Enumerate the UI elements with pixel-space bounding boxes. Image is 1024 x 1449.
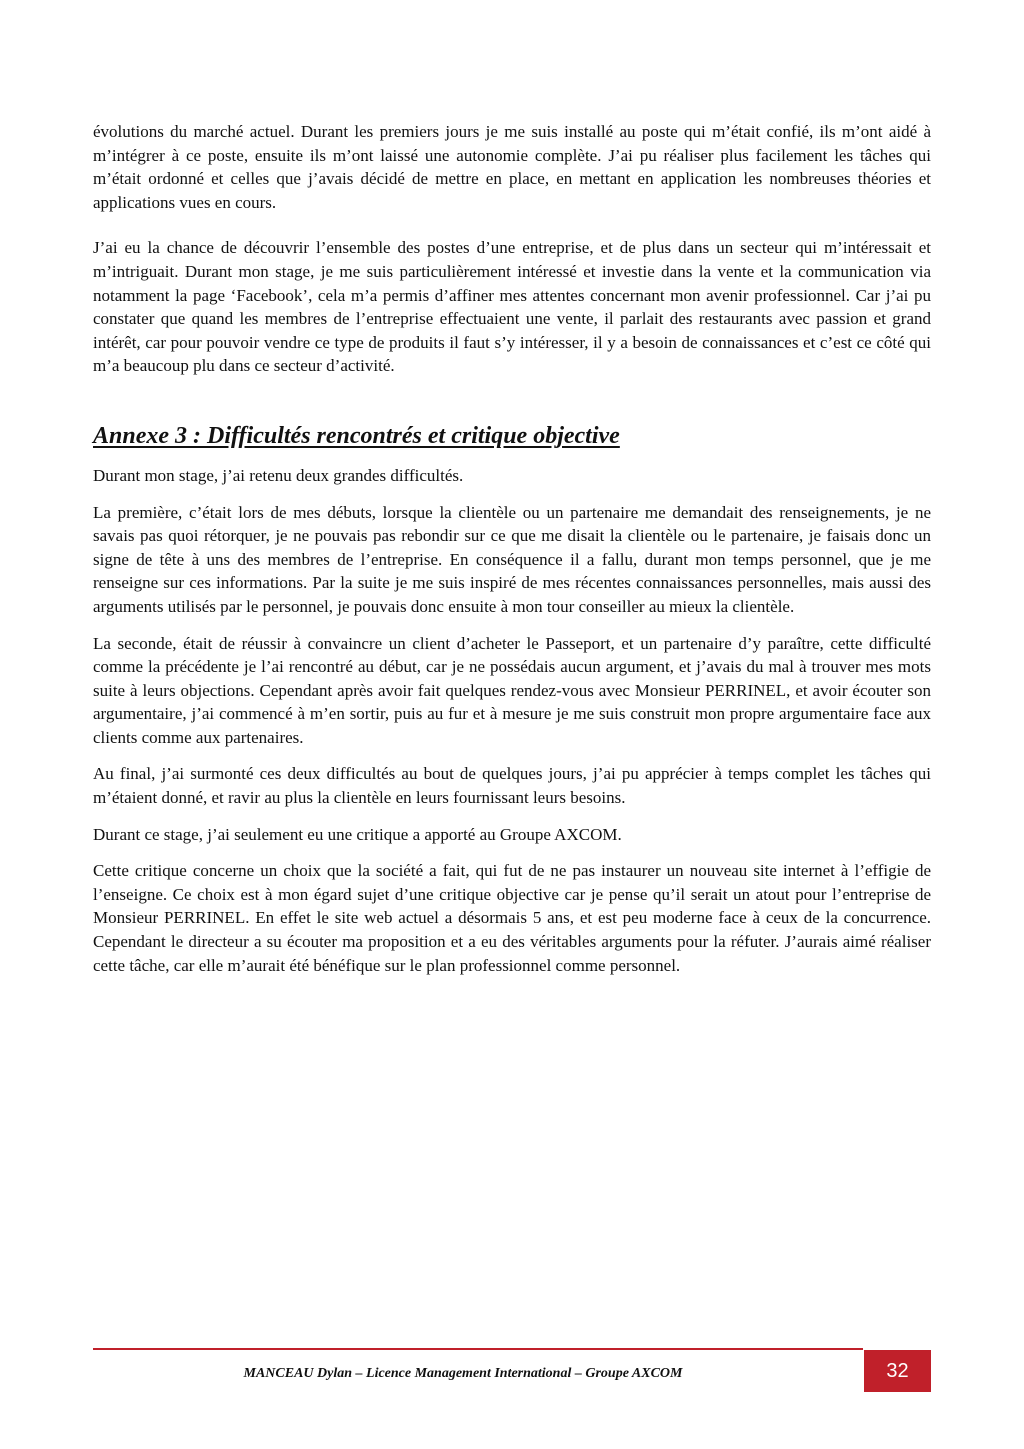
- page-body: [93, 120, 931, 977]
- section-paragraph-3: La seconde, était de réussir à convaincre un client d’acheter le Passeport, et un partenaire d’y paraître, cette difficulté comme la précédente je l’ai rencontré au début, car je ne possédais aucun argument, et j’avais du mal à trouver mes mots suite à leurs objections. Cependant après avoir fait quelques rendez-vous avec Monsieur PERRINEL, et avoir écouter son argumentaire, j’ai commencé à m’en sortir, puis au fur et à mesure je me suis construit mon propre argumentaire face aux clients comme aux partenaires.: [93, 633, 931, 747]
- section-paragraph-2: La première, c’était lors de mes débuts, lorsque la clientèle ou un partenaire me demandait des renseignements, je ne savais pas quoi rétorquer, je ne pouvais pas rebondir sur ce que me disait la clientèle ou le partenaire, je faisais donc un signe de tête à uns des membres de l’entreprise. En conséquence il a fallu, durant mon temps personnel, que je me renseigne sur ces informations. Par la suite je me suis inspiré de mes récentes connaissances personnelles, mais aussi des arguments utilisés par le personnel, je pouvais donc ensuite à mon tour conseiller au mieux la clientèle.: [93, 502, 931, 616]
- section-paragraph-1: Durant mon stage, j’ai retenu deux grandes difficultés.: [93, 465, 464, 485]
- intro-paragraph-1: évolutions du marché actuel. Durant les premiers jours je me suis installé au poste qui m’était confié, ils m’ont aidé à m’intégrer à ce poste, ensuite ils m’ont laissé une autonomie complète. J’ai pu réaliser plus facilement les tâches qui m’était ordonné et celles que j’avais décidé de mettre en place, en mettant en application les nombreuses théories et applications vues en cours.: [93, 122, 931, 212]
- section-paragraph-6: Cette critique concerne un choix que la société a fait, qui fut de ne pas instaurer un nouveau site internet à l’effigie de l’enseigne. Ce choix est à mon égard sujet d’une critique objective car je pense qu’il serait un atout pour l’entreprise de Monsieur PERRINEL. En effet le site web actuel a désormais 5 ans, et est peu moderne face à ceux de la concurrence. Cependant le directeur a su écouter ma proposition et a eu des véritables arguments pour la réfuter. J’aurais aimé réaliser cette tâche, car elle m’aurait été bénéfique sur le plan professionnel comme personnel.: [93, 861, 931, 975]
- section-paragraph-5: Durant ce stage, j’ai seulement eu une critique a apporté au Groupe AXCOM.: [93, 824, 622, 844]
- footer-divider: [93, 1348, 863, 1350]
- page-number: 32: [864, 1350, 931, 1392]
- section-paragraph-4: Au final, j’ai surmonté ces deux difficultés au bout de quelques jours, j’ai pu apprécier à temps complet les tâches qui m’étaient donné, et ravir au plus la clientèle en leurs fournissant leurs besoins.: [93, 764, 931, 808]
- section-heading: Annexe 3 : Difficultés rencontrés et critique objective: [93, 422, 620, 449]
- intro-paragraph-2: J’ai eu la chance de découvrir l’ensemble des postes d’une entreprise, et de plus dans un secteur qui m’intéressait et m’intriguait. Durant mon stage, je me suis particulièrement intéressé et investie dans la vente et la communication via notamment la page ‘Facebook’, cela m’a permis d’affiner mes attentes concernant mon avenir professionnel. Car j’ai pu constater que quand les membres de l’entreprise effectuaient une vente, il parlait des restaurants avec passion et grand intérêt, car pour pouvoir vendre ce type de produits il faut s’y intéresser, il y a besoin de connaissances et c’est ce côté qui m’a beaucoup plu dans ce secteur d’activité.: [93, 238, 931, 376]
- footer-text: MANCEAU Dylan – Licence Management International – Groupe AXCOM: [243, 1366, 683, 1381]
